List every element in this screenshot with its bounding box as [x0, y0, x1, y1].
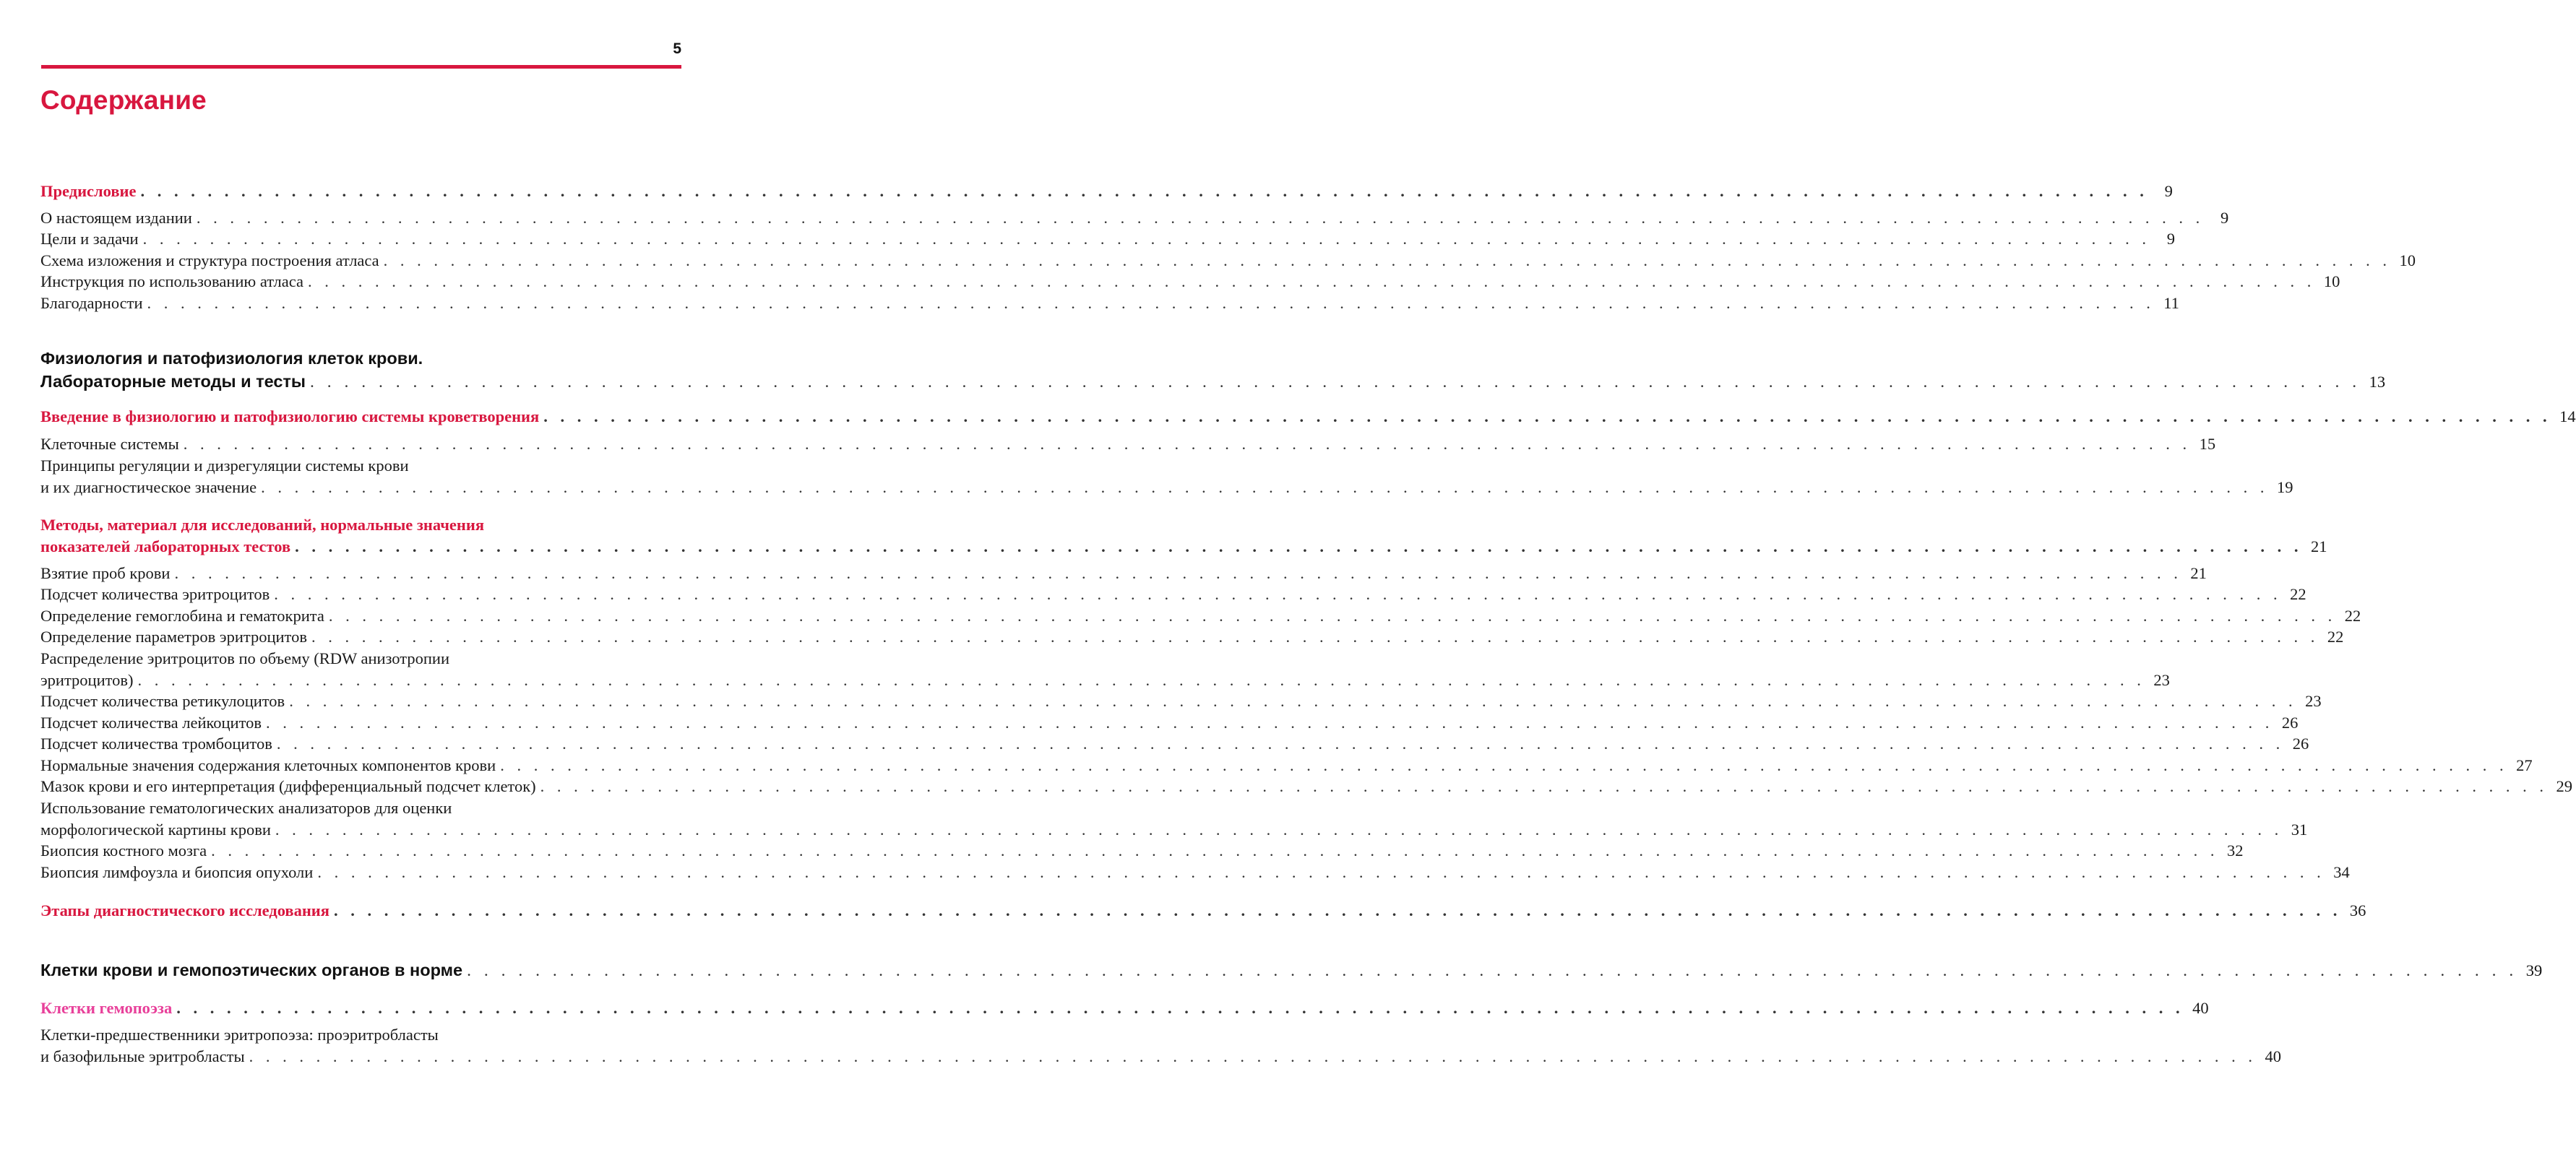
toc-entry[interactable] [40, 406, 2576, 428]
toc-entry-page: 10 [2323, 272, 2340, 290]
toc-entry-page: 19 [2277, 478, 2293, 496]
toc-entry-page: 34 [2333, 863, 2350, 881]
toc-entry-title-line: Методы, материал для исследований, нормальные значения [40, 516, 485, 534]
toc-entry[interactable] [40, 584, 2306, 605]
dot-leader: . . . . . . . . . . . . . . . . . . . . . . . . . . . . . . . . . . . . . . . . . . . . . . . . . . . . . . . . . . . . . . . . . . . . . . . . . . . . . . . . . . . . . . . . . . . . . . . . . . . . . . . . . . . . . . . . . . . . . . . . [317, 863, 2325, 881]
toc-entry-line [40, 584, 2306, 605]
toc-entry-line [40, 563, 2207, 584]
dot-leader: . . . . . . . . . . . . . . . . . . . . . . . . . . . . . . . . . . . . . . . . . . . . . . . . . . . . . . . . . . . . . . . . . . . . . . . . . . . . . . . . . . . . . . . . . . . . . . . . . . . . . . . . . . . . . . . . . . . . . . . . [328, 607, 2337, 625]
dot-leader: . . . . . . . . . . . . . . . . . . . . . . . . . . . . . . . . . . . . . . . . . . . . . . . . . . . . . . . . . . . . . . . . . . . . . . . . . . . . . . . . . . . . . . . . . . . . . . . . . . . . . . . . . . . . . . . . . . . . . . . . [137, 671, 2145, 689]
dot-leader: . . . . . . . . . . . . . . . . . . . . . . . . . . . . . . . . . . . . . . . . . . . . . . . . . . . . . . . . . . . . . . . . . . . . . . . . . . . . . . . . . . . . . . . . . . . . . . . . . . . . . . . . . . . . . . . . . . . . . . . . [276, 735, 2285, 753]
dot-leader: . . . . . . . . . . . . . . . . . . . . . . . . . . . . . . . . . . . . . . . . . . . . . . . . . . . . . . . . . . . . . . . . . . . . . . . . . . . . . . . . . . . . . . . . . . . . . . . . . . . . . . . . . . . . . . . . . . . . . . . . [311, 628, 2319, 646]
toc-entry-title: Лабораторные методы и тесты [40, 372, 306, 391]
toc-entry-line [40, 626, 2344, 648]
toc-entry[interactable] [40, 347, 2386, 394]
toc-entry[interactable] [40, 958, 2543, 982]
toc-entry-title: Введение в физиологию и патофизиологию системы кроветворения [40, 407, 540, 425]
toc-entry-line [40, 755, 2533, 776]
dot-leader: . . . . . . . . . . . . . . . . . . . . . . . . . . . . . . . . . . . . . . . . . . . . . . . . . . . . . . . . . . . . . . . . . . . . . . . . . . . . . . . . . . . . . . . . . . . . . . . . . . . . . . . . . . . . . . . . . . . . . . . . [140, 182, 2148, 200]
toc-entry-page: 21 [2190, 564, 2207, 582]
dot-leader: . . . . . . . . . . . . . . . . . . . . . . . . . . . . . . . . . . . . . . . . . . . . . . . . . . . . . . . . . . . . . . . . . . . . . . . . . . . . . . . . . . . . . . . . . . . . . . . . . . . . . . . . . . . . . . . . . . . . . . . . [176, 999, 2184, 1017]
toc-entry-line [40, 776, 2573, 797]
toc-entry-line [40, 433, 2216, 455]
toc-entry-title: Мазок крови и его интерпретация (дифференциальный подсчет клеток) [40, 777, 536, 795]
toc-entry-page: 26 [2292, 735, 2309, 753]
toc-entry[interactable] [40, 755, 2533, 776]
toc-entry[interactable] [40, 433, 2216, 455]
toc-entry-title: и их диагностическое значение [40, 478, 257, 496]
dot-leader: . . . . . . . . . . . . . . . . . . . . . . . . . . . . . . . . . . . . . . . . . . . . . . . . . . . . . . . . . . . . . . . . . . . . . . . . . . . . . . . . . . . . . . . . . . . . . . . . . . . . . . . . . . . . . . . . . . . . . . . . [333, 901, 2342, 919]
toc-entry-line [40, 293, 2179, 314]
dot-leader: . . . . . . . . . . . . . . . . . . . . . . . . . . . . . . . . . . . . . . . . . . . . . . . . . . . . . . . . . . . . . . . . . . . . . . . . . . . . . . . . . . . . . . . . . . . . . . . . . . . . . . . . . . . . . . . . . . . . . . . . [289, 692, 2297, 710]
toc-entry-title: Предисловие [40, 182, 137, 200]
toc-entry[interactable] [40, 605, 2361, 627]
toc-entry-page: 13 [2369, 373, 2386, 391]
toc-entry-title-line: Использование гематологических анализаторов для оценки [40, 799, 452, 817]
toc-entry-title: Подсчет количества ретикулоцитов [40, 692, 285, 710]
toc-entry-title: Инструкция по использованию атласа [40, 272, 303, 290]
dot-leader: . . . . . . . . . . . . . . . . . . . . . . . . . . . . . . . . . . . . . . . . . . . . . . . . . . . . . . . . . . . . . . . . . . . . . . . . . . . . . . . . . . . . . . . . . . . . . . . . . . . . . . . . . . . . . . . . . . . . . . . . [142, 230, 2150, 248]
toc-entry[interactable] [40, 455, 2293, 498]
dot-leader: . . . . . . . . . . . . . . . . . . . . . . . . . . . . . . . . . . . . . . . . . . . . . . . . . . . . . . . . . . . . . . . . . . . . . . . . . . . . . . . . . . . . . . . . . . . . . . . . . . . . . . . . . . . . . . . . . . . . . . . . [211, 841, 2219, 860]
dot-leader: . . . . . . . . . . . . . . . . . . . . . . . . . . . . . . . . . . . . . . . . . . . . . . . . . . . . . . . . . . . . . . . . . . . . . . . . . . . . . . . . . . . . . . . . . . . . . . . . . . . . . . . . . . . . . . . . . . . . . . . . [183, 435, 2192, 453]
toc-entry-title: Биопсия костного мозга [40, 841, 207, 860]
dot-leader: . . . . . . . . . . . . . . . . . . . . . . . . . . . . . . . . . . . . . . . . . . . . . . . . . . . . . . . . . . . . . . . . . . . . . . . . . . . . . . . . . . . . . . . . . . . . . . . . . . . . . . . . . . . . . . . . . . . . . . . . [295, 537, 2303, 555]
toc-entry[interactable] [40, 712, 2299, 734]
toc-entry[interactable] [40, 1024, 2281, 1068]
toc-entry-page: 9 [2166, 230, 2175, 248]
toc-entry-page: 21 [2311, 537, 2327, 555]
toc-entry-line [40, 670, 2170, 691]
toc-entry-page: 26 [2281, 714, 2299, 732]
toc-entry[interactable] [40, 733, 2309, 755]
dot-leader: . . . . . . . . . . . . . . . . . . . . . . . . . . . . . . . . . . . . . . . . . . . . . . . . . . . . . . . . . . . . . . . . . . . . . . . . . . . . . . . . . . . . . . . . . . . . . . . . . . . . . . . . . . . . . . . . . . . . . . . . [500, 756, 2508, 774]
toc-entry[interactable] [40, 797, 2308, 841]
toc-entry-page: 23 [2153, 671, 2170, 689]
toc-entry[interactable] [40, 563, 2207, 584]
toc-entry-page: 9 [2220, 209, 2229, 227]
toc-entry-line [40, 819, 2308, 841]
toc-entry-title: эритроцитов) [40, 671, 134, 689]
toc-entry[interactable] [40, 997, 2209, 1019]
toc-entry-line [40, 406, 2576, 428]
toc-entry-title: Схема изложения и структура построения атласа [40, 251, 379, 269]
dot-leader: . . . . . . . . . . . . . . . . . . . . . . . . . . . . . . . . . . . . . . . . . . . . . . . . . . . . . . . . . . . . . . . . . . . . . . . . . . . . . . . . . . . . . . . . . . . . . . . . . . . . . . . . . . . . . . . . . . . . . . . . [307, 272, 2316, 290]
toc-entry-page: 11 [2163, 294, 2179, 312]
toc-entry[interactable] [40, 514, 2327, 558]
toc-entry-line [40, 997, 2209, 1019]
toc-entry-title: Подсчет количества эритроцитов [40, 585, 270, 603]
toc-entry-title: Этапы диагностического исследования [40, 901, 329, 919]
toc-entry-title: Взятие проб крови [40, 564, 171, 582]
dot-leader: . . . . . . . . . . . . . . . . . . . . . . . . . . . . . . . . . . . . . . . . . . . . . . . . . . . . . . . . . . . . . . . . . . . . . . . . . . . . . . . . . . . . . . . . . . . . . . . . . . . . . . . . . . . . . . . . . . . . . . . . [383, 251, 2392, 269]
toc-entry-title: О настоящем издании [40, 209, 192, 227]
toc-entry[interactable] [40, 626, 2344, 648]
toc-entry-line [40, 271, 2340, 293]
toc-entry-line [40, 862, 2350, 883]
toc-entry-title: Нормальные значения содержания клеточных компонентов крови [40, 756, 496, 774]
dot-leader: . . . . . . . . . . . . . . . . . . . . . . . . . . . . . . . . . . . . . . . . . . . . . . . . . . . . . . . . . . . . . . . . . . . . . . . . . . . . . . . . . . . . . . . . . . . . . . . . . . . . . . . . . . . . . . . . . . . . . . . . [543, 407, 2551, 425]
toc-entry-line [40, 691, 2322, 712]
toc-entry-title: показателей лабораторных тестов [40, 537, 291, 555]
toc-entry-page: 23 [2305, 692, 2322, 710]
toc-entry-title: Благодарности [40, 294, 143, 312]
toc-entry-page: 40 [2265, 1047, 2281, 1065]
toc-entry-title: Клеточные системы [40, 435, 179, 453]
toc-entry-line [40, 207, 2229, 229]
toc-entry-page: 31 [2291, 821, 2308, 839]
dot-leader: . . . . . . . . . . . . . . . . . . . . . . . . . . . . . . . . . . . . . . . . . . . . . . . . . . . . . . . . . . . . . . . . . . . . . . . . . . . . . . . . . . . . . . . . . . . . . . . . . . . . . . . . . . . . . . . . . . . . . . . . [249, 1047, 2257, 1065]
toc-entry[interactable] [40, 900, 2366, 922]
toc-entry-page: 40 [2192, 999, 2209, 1017]
toc-entry-line [40, 477, 2293, 498]
toc-entry-line [40, 536, 2327, 558]
toc-entry[interactable] [40, 293, 2179, 314]
dot-leader: . . . . . . . . . . . . . . . . . . . . . . . . . . . . . . . . . . . . . . . . . . . . . . . . . . . . . . . . . . . . . . . . . . . . . . . . . . . . . . . . . . . . . . . . . . . . . . . . . . . . . . . . . . . . . . . . . . . . . . . . [174, 564, 2182, 582]
toc-entry-page: 36 [2349, 901, 2366, 919]
page-number: 5 [673, 40, 681, 57]
toc-entry[interactable] [40, 181, 2173, 202]
dot-leader: . . . . . . . . . . . . . . . . . . . . . . . . . . . . . . . . . . . . . . . . . . . . . . . . . . . . . . . . . . . . . . . . . . . . . . . . . . . . . . . . . . . . . . . . . . . . . . . . . . . . . . . . . . . . . . . . . . . . . . . . [196, 209, 2205, 227]
toc-entry-page: 9 [2164, 182, 2173, 200]
toc-entry-page: 32 [2226, 841, 2244, 860]
toc-entry-line [40, 181, 2173, 202]
dot-leader: . . . . . . . . . . . . . . . . . . . . . . . . . . . . . . . . . . . . . . . . . . . . . . . . . . . . . . . . . . . . . . . . . . . . . . . . . . . . . . . . . . . . . . . . . . . . . . . . . . . . . . . . . . . . . . . . . . . . . . . . [261, 478, 2269, 496]
toc-entry-title: Подсчет количества тромбоцитов [40, 735, 272, 753]
toc-entry-title-line: Клетки-предшественники эритропоэза: проэритробласты [40, 1026, 439, 1044]
toc-entry-page: 29 [2556, 777, 2573, 795]
toc-entry-page: 10 [2399, 251, 2416, 269]
toc-entry[interactable] [40, 862, 2350, 883]
toc-entry-title: Клетки гемопоэза [40, 999, 173, 1017]
toc-entry-line [40, 840, 2244, 862]
toc-entry-page: 14 [2559, 407, 2576, 425]
dot-leader: . . . . . . . . . . . . . . . . . . . . . . . . . . . . . . . . . . . . . . . . . . . . . . . . . . . . . . . . . . . . . . . . . . . . . . . . . . . . . . . . . . . . . . . . . . . . . . . . . . . . . . . . . . . . . . . . . . . . . . . . [467, 961, 2518, 980]
toc-entry[interactable] [40, 228, 2175, 250]
dot-leader: . . . . . . . . . . . . . . . . . . . . . . . . . . . . . . . . . . . . . . . . . . . . . . . . . . . . . . . . . . . . . . . . . . . . . . . . . . . . . . . . . . . . . . . . . . . . . . . . . . . . . . . . . . . . . . . . . . . . . . . . [310, 373, 2361, 391]
dot-leader: . . . . . . . . . . . . . . . . . . . . . . . . . . . . . . . . . . . . . . . . . . . . . . . . . . . . . . . . . . . . . . . . . . . . . . . . . . . . . . . . . . . . . . . . . . . . . . . . . . . . . . . . . . . . . . . . . . . . . . . . [266, 714, 2274, 732]
toc-entry-title-line: Физиология и патофизиология клеток крови. [40, 349, 423, 368]
toc-entry-line [40, 228, 2175, 250]
toc-entry-line [40, 958, 2543, 982]
dot-leader: . . . . . . . . . . . . . . . . . . . . . . . . . . . . . . . . . . . . . . . . . . . . . . . . . . . . . . . . . . . . . . . . . . . . . . . . . . . . . . . . . . . . . . . . . . . . . . . . . . . . . . . . . . . . . . . . . . . . . . . . [540, 777, 2549, 795]
page-title: Содержание [40, 85, 207, 115]
toc-entry-title: морфологической картины крови [40, 821, 271, 839]
toc-entry-page: 27 [2516, 756, 2533, 774]
toc-entry-line [40, 733, 2309, 755]
toc-entry[interactable] [40, 648, 2170, 691]
toc-entry-line [40, 605, 2361, 627]
toc-entry-line [40, 900, 2366, 922]
toc-entry[interactable] [40, 776, 2573, 797]
toc-entry[interactable] [40, 271, 2340, 293]
dot-leader: . . . . . . . . . . . . . . . . . . . . . . . . . . . . . . . . . . . . . . . . . . . . . . . . . . . . . . . . . . . . . . . . . . . . . . . . . . . . . . . . . . . . . . . . . . . . . . . . . . . . . . . . . . . . . . . . . . . . . . . . [274, 585, 2282, 603]
toc-entry[interactable] [40, 691, 2322, 712]
toc-entry-line [40, 712, 2299, 734]
dot-leader: . . . . . . . . . . . . . . . . . . . . . . . . . . . . . . . . . . . . . . . . . . . . . . . . . . . . . . . . . . . . . . . . . . . . . . . . . . . . . . . . . . . . . . . . . . . . . . . . . . . . . . . . . . . . . . . . . . . . . . . . [275, 821, 2283, 839]
toc-entry-line [40, 250, 2416, 272]
toc-entry[interactable] [40, 250, 2416, 272]
toc-entry-title: Определение гемоглобина и гематокрита [40, 607, 324, 625]
toc-entry-title: Подсчет количества лейкоцитов [40, 714, 262, 732]
toc-entry-page: 39 [2525, 961, 2543, 979]
toc-entry-page: 22 [2327, 628, 2344, 646]
toc-entry-title: и базофильные эритробласты [40, 1047, 245, 1065]
toc-entry-page: 15 [2199, 435, 2216, 453]
toc-entry-page: 22 [2344, 607, 2361, 625]
toc-entry-title-line: Распределение эритроцитов по объему (RDW анизотропии [40, 649, 449, 667]
toc-entry-line [40, 370, 2386, 394]
toc-entry[interactable] [40, 207, 2229, 229]
toc-entry-title-line: Принципы регуляции и дизрегуляции системы крови [40, 456, 409, 475]
toc-entry[interactable] [40, 840, 2244, 862]
dot-leader: . . . . . . . . . . . . . . . . . . . . . . . . . . . . . . . . . . . . . . . . . . . . . . . . . . . . . . . . . . . . . . . . . . . . . . . . . . . . . . . . . . . . . . . . . . . . . . . . . . . . . . . . . . . . . . . . . . . . . . . . [147, 294, 2155, 312]
toc-entry-line [40, 1046, 2281, 1068]
toc-entry-title: Клетки крови и гемопоэтических органов в норме [40, 961, 463, 979]
toc-entry-title: Цели и задачи [40, 230, 139, 248]
toc-entry-title: Определение параметров эритроцитов [40, 628, 307, 646]
toc-entry-page: 22 [2290, 585, 2306, 603]
toc-entry-title: Биопсия лимфоузла и биопсия опухоли [40, 863, 314, 881]
